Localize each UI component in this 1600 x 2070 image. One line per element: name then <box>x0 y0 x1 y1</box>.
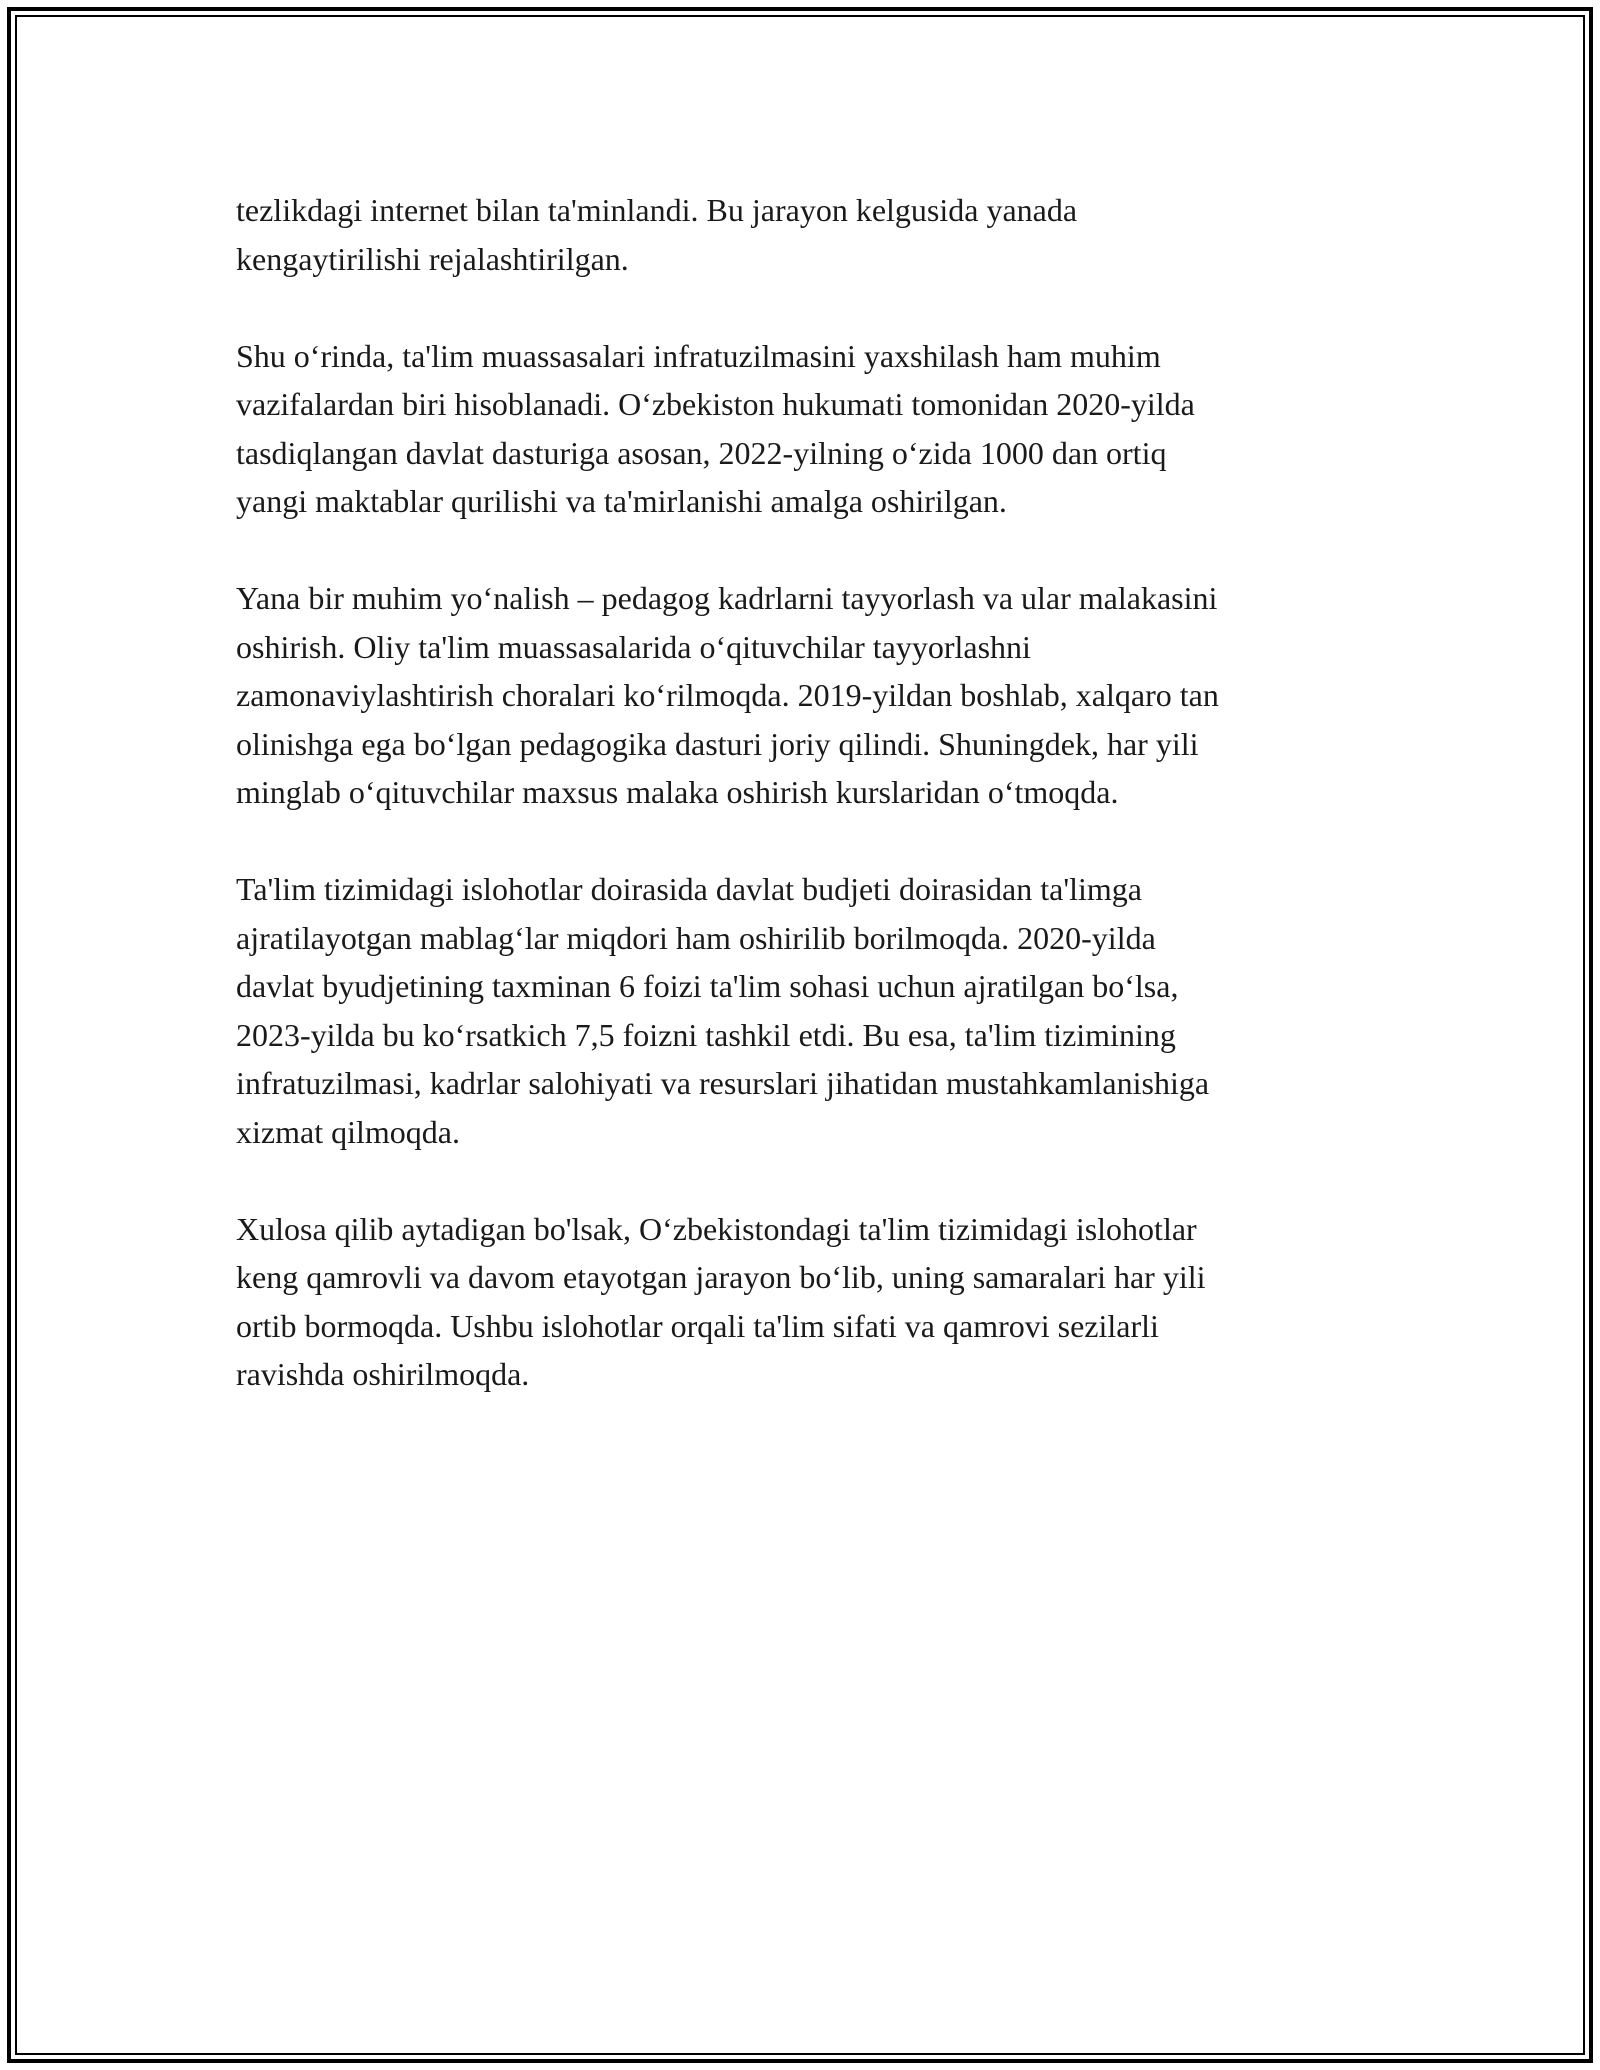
paragraph-5 <box>236 1205 1376 1399</box>
text-line: 2023-yilda bu ko‘rsatkich 7,5 foizni tashkil etdi. Bu esa, ta'lim tizimining <box>236 1016 1176 1053</box>
paragraph-1 <box>236 186 1376 283</box>
text-line: Ta'lim tizimidagi islohotlar doirasida davlat budjeti doirasidan ta'limga <box>236 871 1142 907</box>
text-line: tezlikdagi internet bilan ta'minlandi. Bu jarayon kelgusida yanada <box>236 192 1078 228</box>
paragraph-3 <box>236 574 1376 817</box>
text-line: Yana bir muhim yo‘nalish – pedagog kadrlarni tayyorlash va ular malakasini <box>236 580 1218 616</box>
document-body <box>236 186 1376 1447</box>
text-line: xizmat qilmoqda. <box>236 1113 460 1150</box>
text-line: Shu o‘rinda, ta'lim muassasalari infratuzilmasini yaxshilash ham muhim <box>236 337 1161 374</box>
text-line: zamonaviylashtirish choralari ko‘rilmoqda. 2019-yildan boshlab, xalqaro tan <box>236 677 1219 713</box>
text-line: minglab o‘qituvchilar maxsus malaka oshirish kurslaridan o‘tmoqda. <box>236 774 1119 810</box>
text-line: davlat byudjetining taxminan 6 foizi ta'lim sohasi uchun ajratilgan bo‘lsa, <box>236 968 1179 1004</box>
text-line: ajratilayotgan mablag‘lar miqdori ham oshirilib borilmoqda. 2020-yilda <box>236 919 1156 956</box>
text-line: ravishda oshirilmoqda. <box>236 1356 530 1392</box>
text-line: olinishga ega bo‘lgan pedagogika dasturi joriy qilindi. Shuningdek, har yili <box>236 725 1199 762</box>
text-line: kengaytirilishi rejalashtirilgan. <box>236 240 629 277</box>
text-line: infratuzilmasi, kadrlar salohiyati va resurslari jihatidan mustahkamlanishiga <box>236 1065 1210 1101</box>
text-line: tasdiqlangan davlat dasturiga asosan, 2022-yilning o‘zida 1000 dan ortiq <box>236 434 1167 471</box>
text-line: ortib bormoqda. Ushbu islohotlar orqali ta'lim sifati va qamrovi sezilarli <box>236 1307 1159 1344</box>
paragraph-2 <box>236 332 1376 526</box>
text-line: Xulosa qilib aytadigan bo'lsak, O‘zbekistondagi ta'lim tizimidagi islohotlar <box>236 1210 1197 1247</box>
text-line: oshirish. Oliy ta'lim muassasalarida o‘qituvchilar tayyorlashni <box>236 628 1031 665</box>
paragraph-4 <box>236 865 1376 1156</box>
text-line: vazifalardan biri hisoblanadi. O‘zbekiston hukumati tomonidan 2020-yilda <box>236 386 1195 422</box>
text-line: yangi maktablar qurilishi va ta'mirlanishi amalga oshirilgan. <box>236 483 1007 519</box>
text-line: keng qamrovli va davom etayotgan jarayon bo‘lib, uning samaralari har yili <box>236 1259 1206 1295</box>
